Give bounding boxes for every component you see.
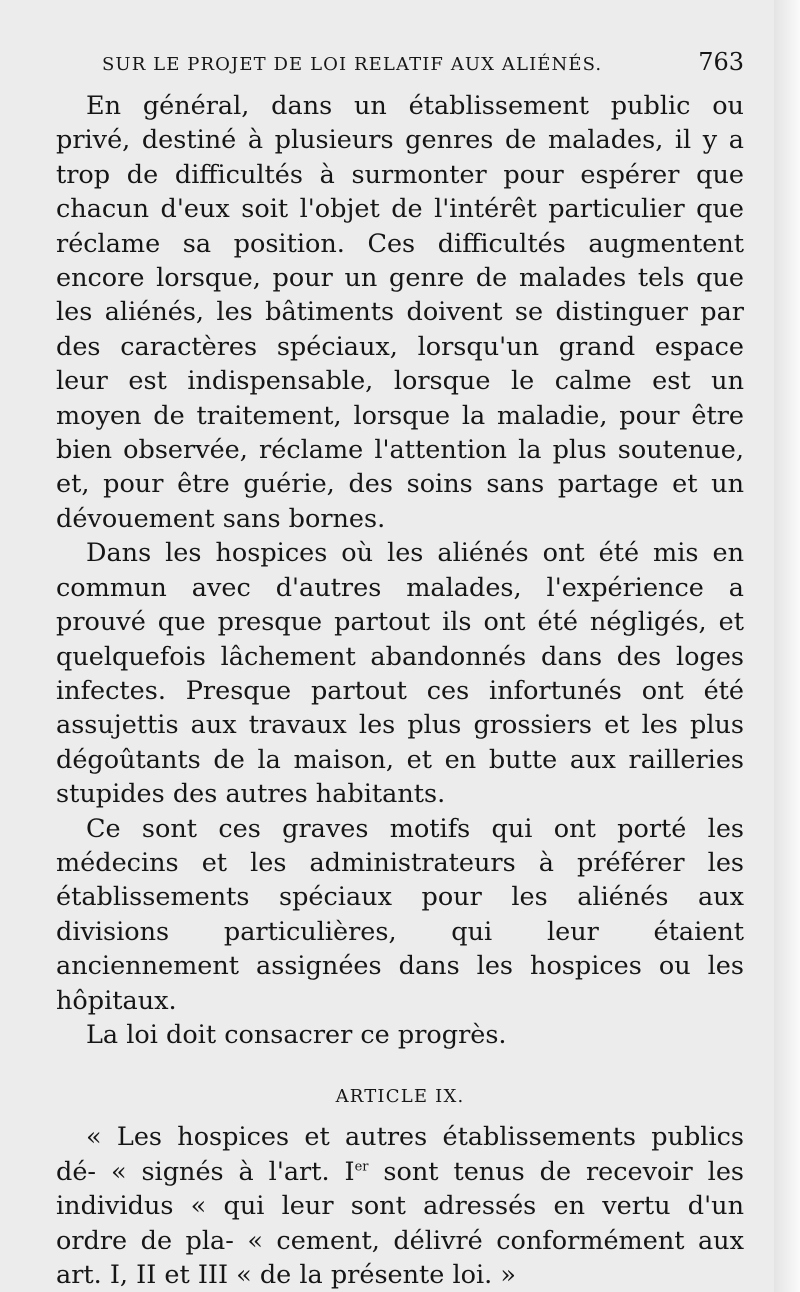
paragraph-4: La loi doit consacrer ce progrès.	[86, 1019, 507, 1050]
page-text	[56, 42, 744, 1292]
page-edge	[774, 0, 800, 1292]
running-header	[102, 42, 744, 85]
article-heading: ARTICLE IX.	[335, 1086, 465, 1108]
paragraph-1: En général, dans un établissement public ou privé, destiné à plusieurs genres de malades, il y a trop de difficultés à surmonter pour espérer que chacun d'eux soit l'objet de l'intérêt particulier que réclame sa position. Ces difficultés augmentent encore lorsque, pour un genre de malades tels que les aliénés, les bâtiments doivent se distinguer par des caractères spéciaux, lorsqu'un grand espace leur est indispensable, lorsque le calme est un moyen de traitement, lorsque la maladie, pour être bien observée, réclame l'attention la plus soutenue, et, pour être guérie, des soins sans partage et un dévouement sans bornes.	[56, 91, 744, 534]
article-quote-superscript: er	[354, 1159, 369, 1175]
running-title: SUR LE PROJET DE LOI RELATIF AUX ALIÉNÉS.	[102, 54, 603, 75]
paragraph-2: Dans les hospices où les aliénés ont été mis en commun avec d'autres malades, l'expérience a prouvé que presque partout ils ont été négligés, et quelquefois lâchement abandonnés dans des loges infectes. Presque partout ces infortunés ont été assujettis aux travaux les plus grossiers et les plus dégoûtants de la maison, et en butte aux railleries stupides des autres habitants.	[56, 538, 744, 810]
paragraph-3: Ce sont ces graves motifs qui ont porté les médecins et les administrateurs à préférer les établissements spéciaux pour les aliénés aux divisions particulières, qui leur étaient anciennement assignées dans les hospices ou les hôpitaux.	[56, 813, 744, 1016]
article-quote	[56, 1120, 744, 1292]
article-quote-text-1: « Les hospices et autres établissements publics dé- « signés à l'art. I	[56, 1122, 744, 1187]
page-number: 763	[698, 48, 744, 76]
article-quote-text-2: sont tenus de recevoir les individus « qui leur sont adressés en vertu d'un ordre de pla- « cement, délivré conformément aux art. I, II et III « de la présente loi. »	[56, 1156, 744, 1290]
